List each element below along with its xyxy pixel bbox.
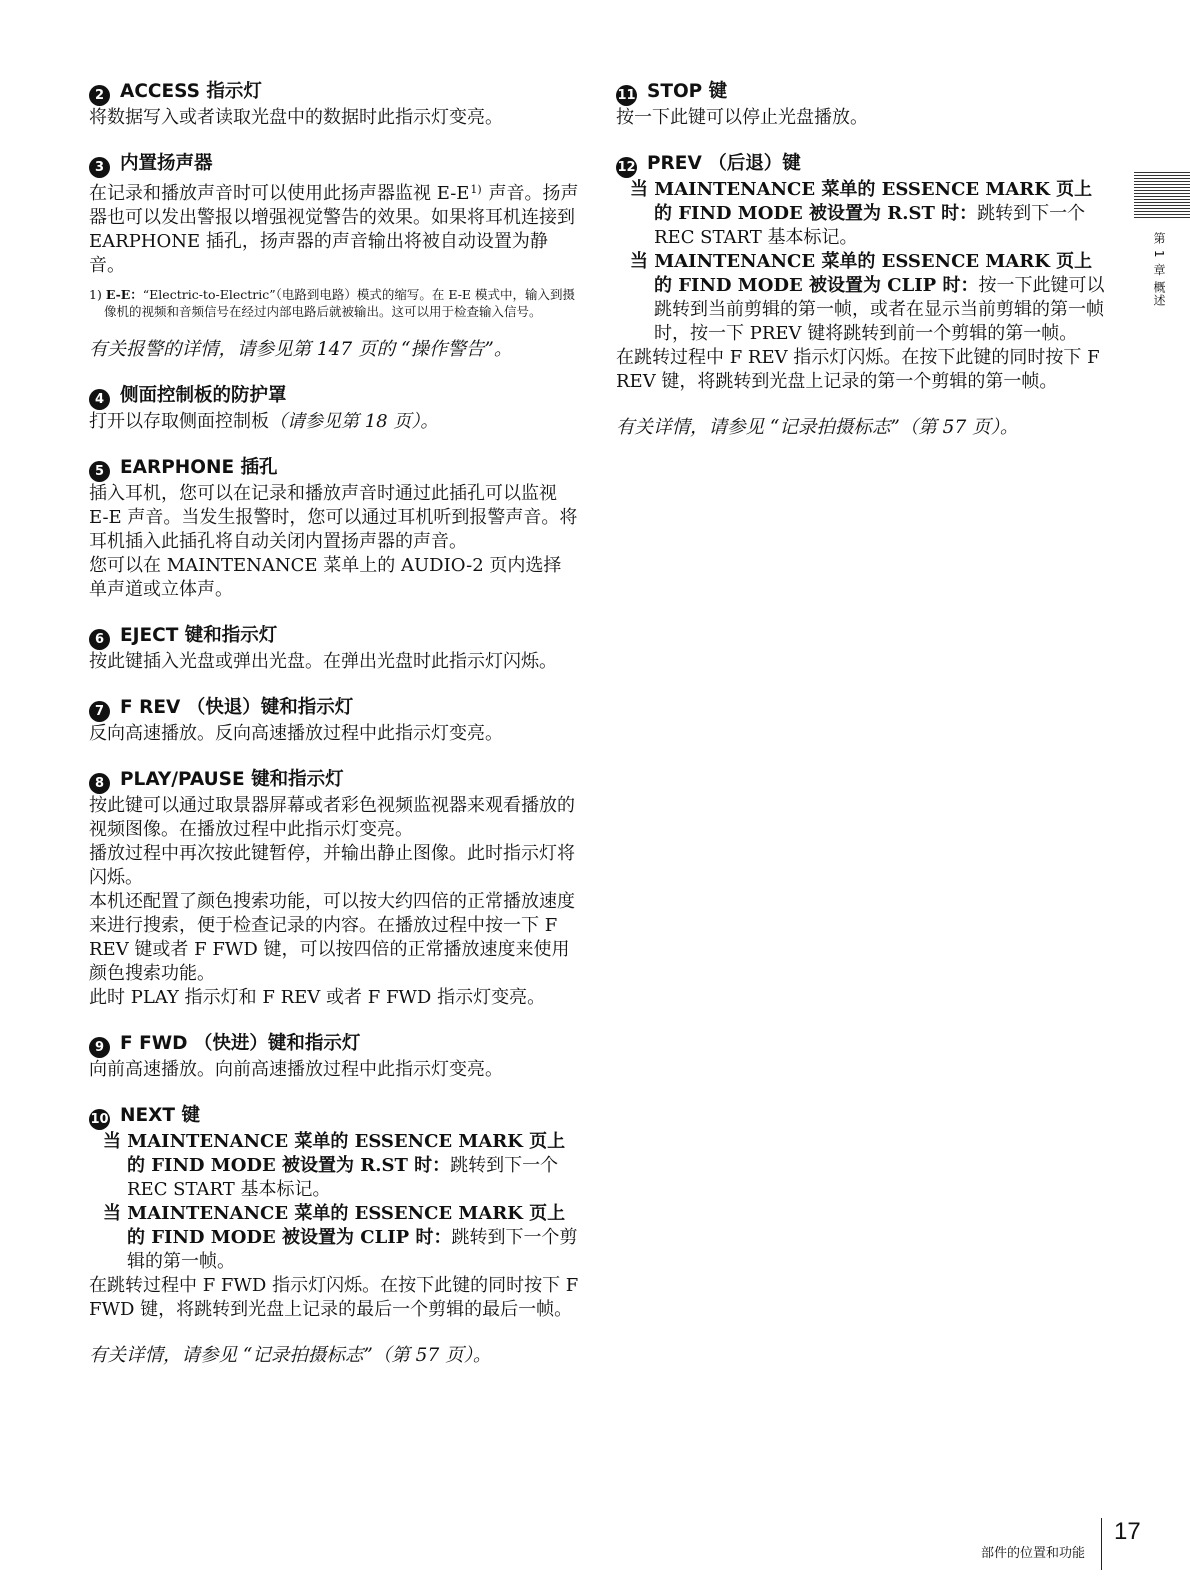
section-body: 插入耳机，您可以在记录和播放声音时通过此插孔可以监视 E-E 声音。当发生报警时，您可以通过耳机听到报警声音。将耳机插入此插孔将自动关闭内置扬声器的声音。 bbox=[89, 483, 578, 552]
section-body: 本机还配置了颜色搜索功能，可以按大约四倍的正常播放速度来进行搜索，便于检查记录的内容。在播放过程中按一下 F REV 键或者 F FWD 键，可以按四倍的正常播放速度来使用颜色搜索功能。 bbox=[89, 891, 575, 984]
section-stop bbox=[616, 80, 1108, 130]
section-title: EARPHONE 插孔 bbox=[120, 457, 278, 478]
section-title: EJECT 键和指示灯 bbox=[120, 625, 278, 646]
cross-reference: 有关详情，请参见 “记录拍摄标志”（第 57 页）。 bbox=[89, 1345, 492, 1366]
section-title: NEXT 键 bbox=[120, 1105, 200, 1126]
section-prev bbox=[616, 152, 1108, 440]
number-badge: 3 bbox=[89, 157, 110, 178]
number-badge: 9 bbox=[89, 1037, 110, 1058]
section-body: 按此键插入光盘或弹出光盘。在弹出光盘时此指示灯闪烁。 bbox=[89, 651, 557, 672]
chapter-tab-marker bbox=[1134, 172, 1190, 220]
section-next bbox=[89, 1104, 579, 1368]
section-f-rev bbox=[89, 696, 579, 746]
number-badge: 5 bbox=[89, 461, 110, 482]
section-title: 侧面控制板的防护罩 bbox=[120, 385, 287, 406]
number-badge: 6 bbox=[89, 629, 110, 650]
section-access bbox=[89, 80, 579, 130]
section-f-fwd bbox=[89, 1032, 579, 1082]
number-badge: 4 bbox=[89, 389, 110, 410]
number-badge: 11 bbox=[616, 85, 637, 106]
cross-reference: 有关详情，请参见 “记录拍摄标志”（第 57 页）。 bbox=[616, 417, 1019, 438]
section-title: PLAY/PAUSE 键和指示灯 bbox=[120, 769, 344, 790]
section-body: 您可以在 MAINTENANCE 菜单上的 AUDIO-2 页内选择单声道或立体声。 bbox=[89, 555, 562, 600]
section-body: 播放过程中再次按此键暂停，并输出静止图像。此时指示灯将闪烁。 bbox=[89, 843, 575, 888]
right-column bbox=[616, 80, 1108, 462]
section-speaker bbox=[89, 152, 579, 362]
section-body: 在记录和播放声音时可以使用此扬声器监视 $E-E^{1)}$ 声音。扬声器也可以发出警报以增强视觉警告的效果。如果将耳机连接到 EARPHONE 插孔，扬声器的声音输出将被自动设置为静音。 bbox=[89, 183, 579, 276]
number-badge: 10 bbox=[89, 1109, 110, 1130]
section-body: 按一下此键可以停止光盘播放。 bbox=[616, 107, 868, 128]
section-side-panel-cover bbox=[89, 384, 579, 434]
list-item: 当 MAINTENANCE 菜单的 ESSENCE MARK 页上的 FIND MODE 被设置为 CLIP 时：跳转到下一个剪辑的第一帧。 bbox=[103, 1203, 578, 1272]
section-body: 在跳转过程中 F FWD 指示灯闪烁。在按下此键的同时按下 F FWD 键，将跳转到光盘上记录的最后一个剪辑的最后一帧。 bbox=[89, 1275, 579, 1320]
footer-section-title: 部件的位置和功能 bbox=[980, 1546, 1085, 1561]
list-item: 当 MAINTENANCE 菜单的 ESSENCE MARK 页上的 FIND MODE 被设置为 R.ST 时：跳转到下一个 REC START 基本标记。 bbox=[103, 1131, 566, 1200]
number-badge: 2 bbox=[89, 85, 110, 106]
section-title: STOP 键 bbox=[647, 81, 728, 102]
section-body: 在跳转过程中 F REV 指示灯闪烁。在按下此键的同时按下 F REV 键，将跳转到光盘上记录的第一个剪辑的第一帧。 bbox=[616, 347, 1100, 392]
footnote: 1) E-E：“Electric-to-Electric”（电路到电路）模式的缩写。在 E-E 模式中，输入到摄像机的视频和音频信号在经过内部电路后就被输出。这可以用于检查输入信号。 bbox=[89, 287, 576, 319]
list-item: 当 MAINTENANCE 菜单的 ESSENCE MARK 页上的 FIND MODE 被设置为 CLIP 时：按一下此键可以跳转到当前剪辑的第一帧，或者在显示当前剪辑的第一帧时，按一下 PREV 键将跳转到前一个剪辑的第一帧。 bbox=[630, 251, 1105, 344]
section-title: 内置扬声器 bbox=[120, 153, 213, 174]
chapter-label: 第 1 章 概述 bbox=[1152, 232, 1166, 308]
section-body: 按此键可以通过取景器屏幕或者彩色视频监视器来观看播放的视频图像。在播放过程中此指示灯变亮。 bbox=[89, 795, 575, 840]
section-body: 此时 PLAY 指示灯和 F REV 或者 F FWD 指示灯变亮。 bbox=[89, 987, 546, 1008]
footer-divider bbox=[1101, 1518, 1102, 1570]
number-badge: 7 bbox=[89, 701, 110, 722]
section-body: 向前高速播放。向前高速播放过程中此指示灯变亮。 bbox=[89, 1059, 503, 1080]
section-earphone bbox=[89, 456, 579, 602]
number-badge: 8 bbox=[89, 773, 110, 794]
section-body: 打开以存取侧面控制板（请参见第 18 页）。 bbox=[89, 411, 439, 432]
section-title: F REV （快退）键和指示灯 bbox=[120, 697, 354, 718]
section-play-pause bbox=[89, 768, 579, 1010]
section-title: ACCESS 指示灯 bbox=[120, 81, 262, 102]
section-body: 反向高速播放。反向高速播放过程中此指示灯变亮。 bbox=[89, 723, 503, 744]
cross-reference: 有关报警的详情，请参见第 147 页的 “操作警告”。 bbox=[89, 339, 513, 360]
page-number: 17 bbox=[1114, 1518, 1141, 1545]
section-body: 将数据写入或者读取光盘中的数据时此指示灯变亮。 bbox=[89, 107, 503, 128]
left-column bbox=[89, 80, 579, 1390]
footnote-marker: 1) bbox=[470, 183, 482, 196]
cross-reference: （请参见第 18 页）。 bbox=[269, 411, 439, 432]
section-title: PREV （后退）键 bbox=[647, 153, 801, 174]
section-title: F FWD （快进）键和指示灯 bbox=[120, 1033, 361, 1054]
section-eject bbox=[89, 624, 579, 674]
list-item: 当 MAINTENANCE 菜单的 ESSENCE MARK 页上的 FIND MODE 被设置为 R.ST 时：跳转到下一个 REC START 基本标记。 bbox=[630, 179, 1093, 248]
number-badge: 12 bbox=[616, 157, 637, 178]
